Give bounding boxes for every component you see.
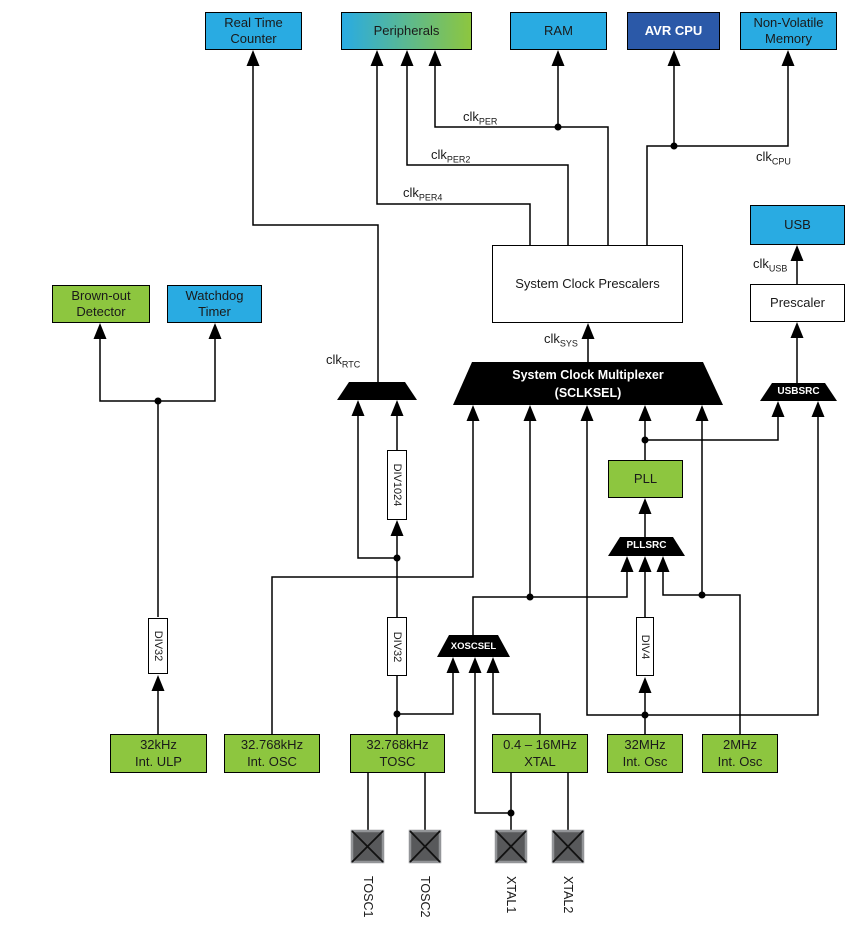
block-label: Memory <box>765 31 812 46</box>
mux-label-line: System Clock Multiplexer <box>512 368 664 382</box>
block-label: 32MHz <box>624 737 666 753</box>
clk-sub: USB <box>768 263 788 274</box>
block-label: Non-Volatile <box>753 14 824 30</box>
clk-cpu-label <box>756 149 791 167</box>
block-label: 32.768kHz <box>366 737 429 753</box>
block-label: Int. ULP <box>135 753 182 769</box>
block-label: Watchdog <box>185 287 244 303</box>
xoscsel-mux-label: XOSCSEL <box>450 641 497 652</box>
block-label: 2MHz <box>723 737 757 753</box>
wire-clk-rtc <box>253 58 378 382</box>
block-32768khz-int-osc <box>224 734 320 773</box>
clk-per-label <box>463 109 497 127</box>
tosc2-pin-label: TOSC2 <box>418 876 432 918</box>
block-label: 0.4 – 16MHz <box>503 737 577 753</box>
clk-base: clk <box>403 185 419 200</box>
block-pll: PLL <box>608 460 683 498</box>
wire-pll-to-usbsrc <box>645 406 778 440</box>
block-label: Real Time <box>224 14 283 30</box>
wire-xosc-out <box>473 561 627 635</box>
crystal-pins <box>352 831 583 862</box>
block-non-volatile-memory <box>740 12 837 50</box>
block-label: XTAL <box>524 753 556 769</box>
block-label: Timer <box>198 304 231 319</box>
block-label: Brown-out <box>71 287 131 303</box>
divider-label: DIV1024 <box>391 463 403 507</box>
block-label: Detector <box>76 304 126 319</box>
clk-base: clk <box>753 256 769 271</box>
clk-sys-label <box>544 331 578 349</box>
rtc-clock-mux <box>337 382 417 400</box>
clk-per4-label <box>403 185 442 203</box>
wire-intosc-to-sclksel <box>272 410 473 734</box>
divider-div32-ulp <box>148 618 168 674</box>
block-ram: RAM <box>510 12 607 50</box>
xtal1-pin-label: XTAL1 <box>504 876 518 914</box>
clk-per2-label <box>431 147 470 165</box>
pllsrc-mux-label: PLLSRC <box>626 540 667 551</box>
clk-base: clk <box>431 147 447 162</box>
mux-label-line: (SCLKSEL) <box>554 385 622 400</box>
wire-xtalosc-to-xoscsel <box>493 662 540 734</box>
block-32khz-int-ulp <box>110 734 207 773</box>
block-avr-cpu: AVR CPU <box>627 12 720 50</box>
divider-div1024 <box>387 450 407 520</box>
block-real-time-counter <box>205 12 302 50</box>
block-usb-prescaler: Prescaler <box>750 284 845 322</box>
clk-base: clk <box>756 149 772 164</box>
sclksel-mux-label <box>453 367 723 402</box>
block-watchdog-timer <box>167 285 262 323</box>
clk-sub: SYS <box>559 338 578 349</box>
clk-sub: PER4 <box>418 192 443 203</box>
block-label: 32kHz <box>140 737 177 753</box>
block-label: Int. Osc <box>622 753 668 769</box>
block-peripherals: Peripherals <box>341 12 472 50</box>
divider-label: DIV32 <box>152 630 164 662</box>
block-label: Int. Osc <box>717 753 763 769</box>
crystal-pin-crosses <box>352 831 583 862</box>
clk-rtc-label <box>326 352 360 370</box>
xtal2-pin-label: XTAL2 <box>561 876 575 914</box>
block-system-clock-prescalers: System Clock Prescalers <box>492 245 683 323</box>
block-label: 32.768kHz <box>240 737 304 753</box>
block-2mhz-int-osc <box>702 734 778 773</box>
block-xtal-osc <box>492 734 588 773</box>
block-32mhz-int-osc <box>607 734 683 773</box>
tosc1-pin-label: TOSC1 <box>361 876 375 918</box>
block-32768khz-tosc <box>350 734 445 773</box>
block-label: Int. OSC <box>247 753 297 769</box>
clk-sub: PER2 <box>446 154 471 165</box>
block-usb: USB <box>750 205 845 245</box>
divider-div4 <box>636 617 654 676</box>
clk-base: clk <box>326 352 342 367</box>
clk-base: clk <box>463 109 479 124</box>
clk-base: clk <box>544 331 560 346</box>
wires <box>100 58 818 831</box>
divider-div32-tosc <box>387 617 407 676</box>
clk-sub: RTC <box>341 359 361 370</box>
usbsrc-mux-label: USBSRC <box>777 386 820 397</box>
block-label: Counter <box>230 31 277 46</box>
clk-sub: CPU <box>771 156 791 167</box>
clk-sub: PER <box>478 116 498 127</box>
divider-label: DIV32 <box>391 631 403 662</box>
divider-label: DIV4 <box>639 634 651 659</box>
block-brown-out-detector <box>52 285 150 323</box>
block-label: TOSC <box>379 753 416 769</box>
wire-bod-wdt <box>100 329 215 401</box>
clk-usb-label <box>753 256 787 274</box>
